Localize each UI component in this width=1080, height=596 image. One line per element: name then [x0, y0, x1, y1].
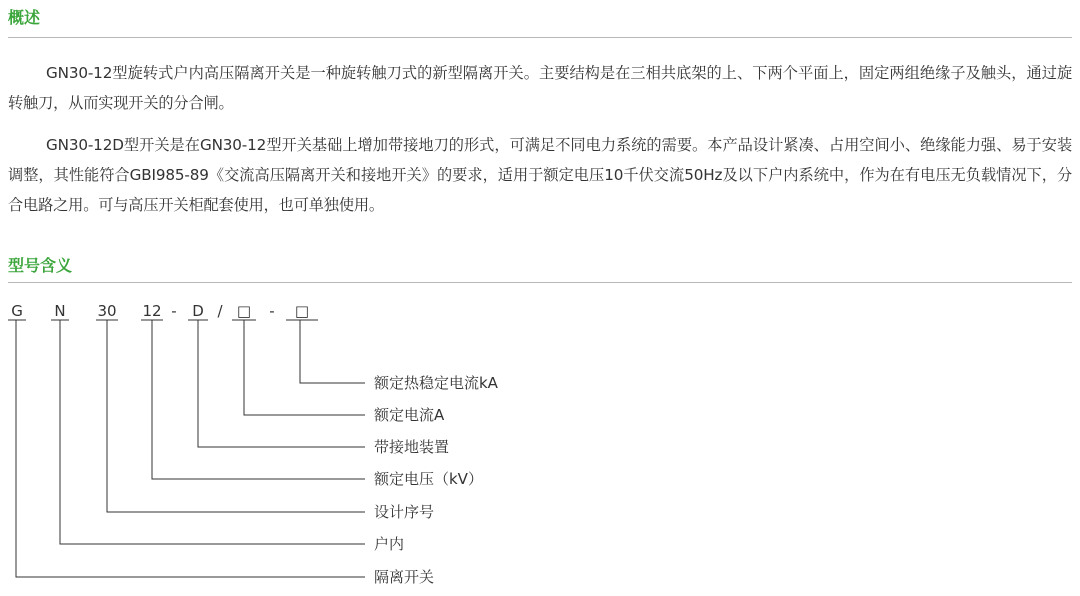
- meaning-indoor: 户内: [374, 535, 405, 553]
- code-n: N: [54, 302, 66, 320]
- meaning-disconnector: 隔离开关: [374, 568, 435, 586]
- meaning-design-number: 设计序号: [374, 503, 435, 521]
- meaning-grounding-device: 带接地装置: [374, 438, 450, 456]
- overview-paragraph-1: GN30-12型旋转式户内高压隔离开关是一种旋转触刀式的新型隔离开关。主要结构是在三相共底架的上、下两个平面上，固定两组绝缘子及触头，通过旋转触刀，从而实现开关的分合闸。: [8, 64, 1072, 112]
- overview-title: 概述: [8, 8, 41, 27]
- meaning-rated-current: 额定电流A: [374, 406, 445, 424]
- model-code-diagram: [0, 290, 1080, 596]
- model-title: 型号含义: [8, 256, 73, 275]
- separator-slash: /: [217, 302, 223, 320]
- overview-divider: [8, 37, 1072, 38]
- meaning-rated-voltage: 额定电压（kV）: [374, 470, 483, 488]
- code-30: 30: [97, 302, 117, 320]
- code-12: 12: [142, 302, 162, 320]
- code-rated-current-box: □: [236, 302, 252, 320]
- separator-dash-2: -: [269, 302, 275, 320]
- meaning-rated-thermal-current: 额定热稳定电流kA: [374, 374, 498, 392]
- code-thermal-current-box: □: [294, 302, 310, 320]
- separator-dash-1: -: [171, 302, 177, 320]
- code-g: G: [11, 302, 23, 320]
- model-divider: [8, 282, 1072, 283]
- leader-lines: [16, 320, 365, 577]
- code-d: D: [192, 302, 204, 320]
- overview-paragraph-2: GN30-12D型开关是在GN30-12型开关基础上增加带接地刀的形式，可满足不同电力系统的需要。本产品设计紧凑、占用空间小、绝缘能力强、易于安装调整，其性能符合GBI985-89《交流高压隔离开关和接地开关》的要求，适用于额定电压10千伏交流50Hz及以下户内系统中，作为在有电压无负载情况下，分合电路之用。可与高压开关柜配套使用，也可单独使用。: [8, 136, 1072, 214]
